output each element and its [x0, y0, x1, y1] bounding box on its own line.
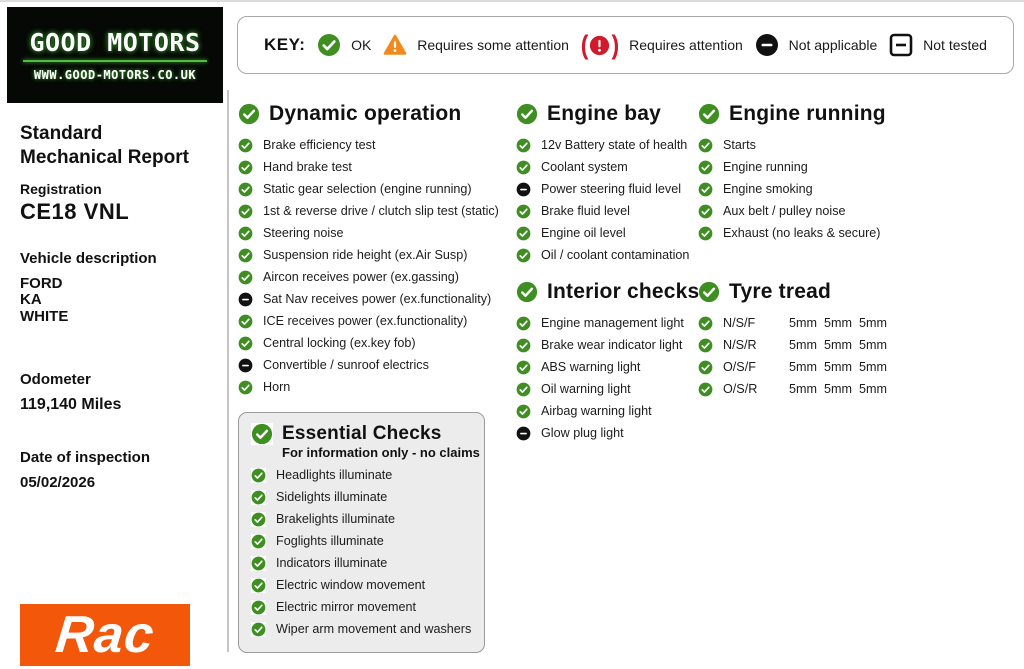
check-item-label: N/S/F: [723, 316, 756, 330]
check-item: [516, 200, 701, 222]
check-item-label: 1st & reverse drive / clutch slip test (static): [263, 204, 499, 218]
check-item: [238, 156, 528, 178]
ok-icon: [516, 226, 531, 241]
check-item-label: Engine running: [723, 160, 808, 174]
ok-icon: [238, 204, 253, 219]
check-item: [238, 266, 528, 288]
key-item-not-applicable: [755, 33, 878, 57]
key-label: KEY:: [264, 35, 306, 54]
section-title: Engine running: [729, 102, 886, 125]
ok-icon: [516, 103, 538, 125]
tread-depth-value: 5mm: [859, 316, 887, 330]
check-item-label: Steering noise: [263, 226, 344, 240]
key-item-label: Requires attention: [629, 37, 743, 53]
section-items: [251, 464, 472, 640]
check-item-label: Static gear selection (engine running): [263, 182, 472, 196]
ok-icon: [251, 512, 266, 527]
section-tyre-tread: [698, 280, 938, 400]
check-item: [238, 134, 528, 156]
tread-depth-values: [789, 338, 894, 352]
check-item-label: Exhaust (no leaks & secure): [723, 226, 881, 240]
ok-icon: [251, 622, 266, 637]
tread-depth-values: [789, 360, 894, 374]
check-item-label: Starts: [723, 138, 756, 152]
ok-icon: [698, 226, 713, 241]
section-items: [698, 134, 938, 244]
registration-value: CE18 VNL: [20, 199, 130, 224]
check-item-label: ICE receives power (ex.functionality): [263, 314, 468, 328]
section-header: [516, 280, 701, 304]
ok-icon: [516, 248, 531, 263]
check-item: [251, 508, 472, 530]
vehicle-make: FORD: [20, 275, 63, 292]
ok-icon: [698, 138, 713, 153]
ok-icon: [251, 423, 273, 445]
tread-depth-value: 5mm: [824, 338, 852, 352]
check-item-label: 12v Battery state of health: [541, 138, 688, 152]
key-legend: [237, 16, 1014, 74]
tread-depth-values: [789, 316, 894, 330]
check-item: [251, 464, 472, 486]
check-item-label: Aux belt / pulley noise: [723, 204, 846, 218]
check-item: [516, 222, 701, 244]
check-item-label: Sat Nav receives power (ex.functionality): [263, 292, 492, 306]
tread-depth-value: 5mm: [789, 382, 817, 396]
vehicle-colour: WHITE: [20, 307, 69, 325]
check-item: [516, 156, 701, 178]
check-item-label: Foglights illuminate: [276, 534, 384, 548]
section-items: [516, 134, 701, 266]
ok-icon: [238, 182, 253, 197]
report-title: Standard Mechanical Report: [20, 123, 189, 169]
check-item: [516, 134, 701, 156]
section-engine-bay: [516, 102, 701, 266]
warning-icon: [383, 33, 407, 57]
check-item: [698, 134, 938, 156]
ok-icon: [698, 160, 713, 175]
vehicle-description-label: Vehicle description: [20, 250, 157, 267]
ok-icon: [516, 338, 531, 353]
check-item: [516, 378, 701, 400]
key-item-attention: [580, 29, 743, 60]
check-item: [516, 422, 701, 444]
section-title: Dynamic operation: [269, 102, 462, 125]
check-item-label: Glow plug light: [541, 426, 624, 440]
section-header: [251, 423, 472, 445]
ok-icon: [238, 380, 253, 395]
check-item-label: Convertible / sunroof electrics: [263, 358, 429, 372]
not-applicable-icon: [516, 182, 531, 197]
check-item-label: Suspension ride height (ex.Air Susp): [263, 248, 468, 262]
odometer-value: 119,140 Miles: [20, 396, 122, 413]
check-item: [698, 334, 938, 356]
ok-icon: [698, 182, 713, 197]
ok-icon: [516, 160, 531, 175]
ok-icon: [317, 33, 341, 57]
ok-icon: [251, 578, 266, 593]
key-item-label: OK: [351, 37, 372, 53]
not-applicable-icon: [238, 358, 253, 373]
section-header: [238, 102, 528, 126]
ok-icon: [251, 534, 266, 549]
check-item: [516, 312, 701, 334]
check-item-label: Electric mirror movement: [276, 600, 416, 614]
check-item: [516, 356, 701, 378]
check-item-label: Brake fluid level: [541, 204, 630, 218]
checks-column-3: [698, 102, 938, 400]
check-item: [698, 222, 938, 244]
section-items: [698, 312, 938, 400]
ok-icon: [698, 382, 713, 397]
check-item: [698, 200, 938, 222]
not-applicable-icon: [755, 33, 779, 57]
check-item: [251, 596, 472, 618]
section-engine-running: [698, 102, 938, 244]
ok-icon: [238, 270, 253, 285]
vehicle-model: KA: [20, 291, 42, 309]
check-item: [238, 310, 528, 332]
key-item-label: Requires some attention: [417, 37, 569, 53]
tread-depth-value: 5mm: [824, 382, 852, 396]
dealer-logo-title: GOOD MOTORS: [29, 28, 201, 57]
section-title: Tyre tread: [729, 280, 831, 303]
check-item: [251, 574, 472, 596]
check-item-label: Coolant system: [541, 160, 628, 174]
ok-icon: [238, 314, 253, 329]
check-item-label: Brake wear indicator light: [541, 338, 683, 352]
check-item: [251, 486, 472, 508]
key-item-some-attention: [383, 33, 569, 57]
section-items: [516, 312, 701, 444]
section-title: Interior checks: [547, 280, 700, 303]
check-item-label: ABS warning light: [541, 360, 641, 374]
check-item: [238, 354, 528, 376]
ok-icon: [238, 336, 253, 351]
section-header: [516, 102, 701, 126]
ok-icon: [698, 103, 720, 125]
inspection-date-value: 05/02/2026: [20, 474, 96, 491]
dealer-logo: [7, 7, 223, 103]
inspection-date-label: Date of inspection: [20, 449, 151, 466]
check-item: [698, 356, 938, 378]
ok-icon: [251, 468, 266, 483]
ok-icon: [516, 316, 531, 331]
check-item-label: Brake efficiency test: [263, 138, 376, 152]
requires-attention-icon: ( ): [580, 29, 620, 60]
check-item: [238, 178, 528, 200]
ok-icon: [251, 556, 266, 571]
section-dynamic-operation: [238, 102, 528, 398]
check-item-label: Hand brake test: [263, 160, 352, 174]
ok-icon: [698, 281, 720, 303]
tread-depth-value: 5mm: [824, 360, 852, 374]
check-item-label: Indicators illuminate: [276, 556, 388, 570]
not-applicable-icon: [238, 292, 253, 307]
key-item-ok: [317, 33, 371, 57]
tread-depth-value: 5mm: [789, 360, 817, 374]
check-item: [238, 288, 528, 310]
ok-icon: [516, 404, 531, 419]
ok-icon: [516, 204, 531, 219]
section-subtitle: For information only - no claims: [282, 445, 480, 460]
rac-logo: [20, 604, 190, 666]
check-item: [251, 552, 472, 574]
ok-icon: [238, 138, 253, 153]
rac-logo-text: Rac: [52, 606, 158, 664]
check-item: [698, 378, 938, 400]
ok-icon: [238, 226, 253, 241]
section-header: [698, 280, 938, 304]
check-item: [516, 244, 701, 266]
key-item-label: Not tested: [923, 37, 987, 53]
section-title: Engine bay: [547, 102, 662, 125]
ok-icon: [698, 316, 713, 331]
ok-icon: [516, 360, 531, 375]
ok-icon: [238, 103, 260, 125]
check-item-label: Oil warning light: [541, 382, 631, 396]
section-header: [698, 102, 938, 126]
check-item-label: N/S/R: [723, 338, 757, 352]
check-item: [251, 530, 472, 552]
ok-icon: [238, 248, 253, 263]
key-item-label: Not applicable: [788, 37, 878, 53]
check-item-label: Horn: [263, 380, 291, 394]
check-item-label: Sidelights illuminate: [276, 490, 388, 504]
checks-column-1: [238, 102, 528, 653]
ok-icon: [251, 600, 266, 615]
check-item-label: Wiper arm movement and washers: [276, 622, 472, 636]
checks-column-2: [516, 102, 701, 444]
ok-icon: [698, 204, 713, 219]
check-item: [251, 618, 472, 640]
check-item: [238, 376, 528, 398]
section-items: [238, 134, 528, 398]
registration-label: Registration: [20, 181, 102, 197]
check-item: [238, 332, 528, 354]
section-title: Essential Checks: [282, 423, 442, 444]
ok-icon: [516, 382, 531, 397]
check-item-label: Engine oil level: [541, 226, 626, 240]
tread-depth-value: 5mm: [789, 316, 817, 330]
check-item: [516, 334, 701, 356]
check-item-label: Aircon receives power (ex.gassing): [263, 270, 459, 284]
section-interior-checks: [516, 280, 701, 444]
check-item-label: Brakelights illuminate: [276, 512, 395, 526]
check-item: [698, 312, 938, 334]
key-item-not-tested: [889, 33, 987, 57]
check-item-label: Central locking (ex.key fob): [263, 336, 416, 350]
ok-icon: [698, 360, 713, 375]
check-item: [698, 178, 938, 200]
section-essential-checks: [238, 412, 485, 653]
check-item-label: Electric window movement: [276, 578, 426, 592]
tread-depth-value: 5mm: [789, 338, 817, 352]
check-item-label: Headlights illuminate: [276, 468, 393, 482]
ok-icon: [516, 138, 531, 153]
ok-icon: [238, 160, 253, 175]
dealer-logo-url: WWW.GOOD-MOTORS.CO.UK: [33, 68, 197, 82]
ok-icon: [516, 281, 538, 303]
ok-icon: [698, 338, 713, 353]
not-applicable-icon: [516, 426, 531, 441]
check-item-label: Engine management light: [541, 316, 684, 330]
check-item: [238, 222, 528, 244]
sidebar-divider: [227, 90, 229, 652]
ok-icon: [251, 490, 266, 505]
dealer-logo-divider: [23, 60, 207, 62]
check-item: [516, 400, 701, 422]
tread-depth-value: 5mm: [824, 316, 852, 330]
tread-depth-value: 5mm: [859, 338, 887, 352]
tread-depth-values: [789, 382, 894, 396]
check-item-label: O/S/F: [723, 360, 756, 374]
vehicle-description-values: [20, 276, 68, 325]
not-tested-icon: [889, 33, 913, 57]
check-item-label: O/S/R: [723, 382, 758, 396]
check-item: [238, 244, 528, 266]
tread-depth-value: 5mm: [859, 382, 887, 396]
check-item-label: Engine smoking: [723, 182, 813, 196]
check-item: [238, 200, 528, 222]
odometer-label: Odometer: [20, 371, 91, 388]
check-item: [516, 178, 701, 200]
check-item-label: Power steering fluid level: [541, 182, 682, 196]
check-item: [698, 156, 938, 178]
check-item-label: Airbag warning light: [541, 404, 652, 418]
check-item-label: Oil / coolant contamination: [541, 248, 690, 262]
tread-depth-value: 5mm: [859, 360, 887, 374]
